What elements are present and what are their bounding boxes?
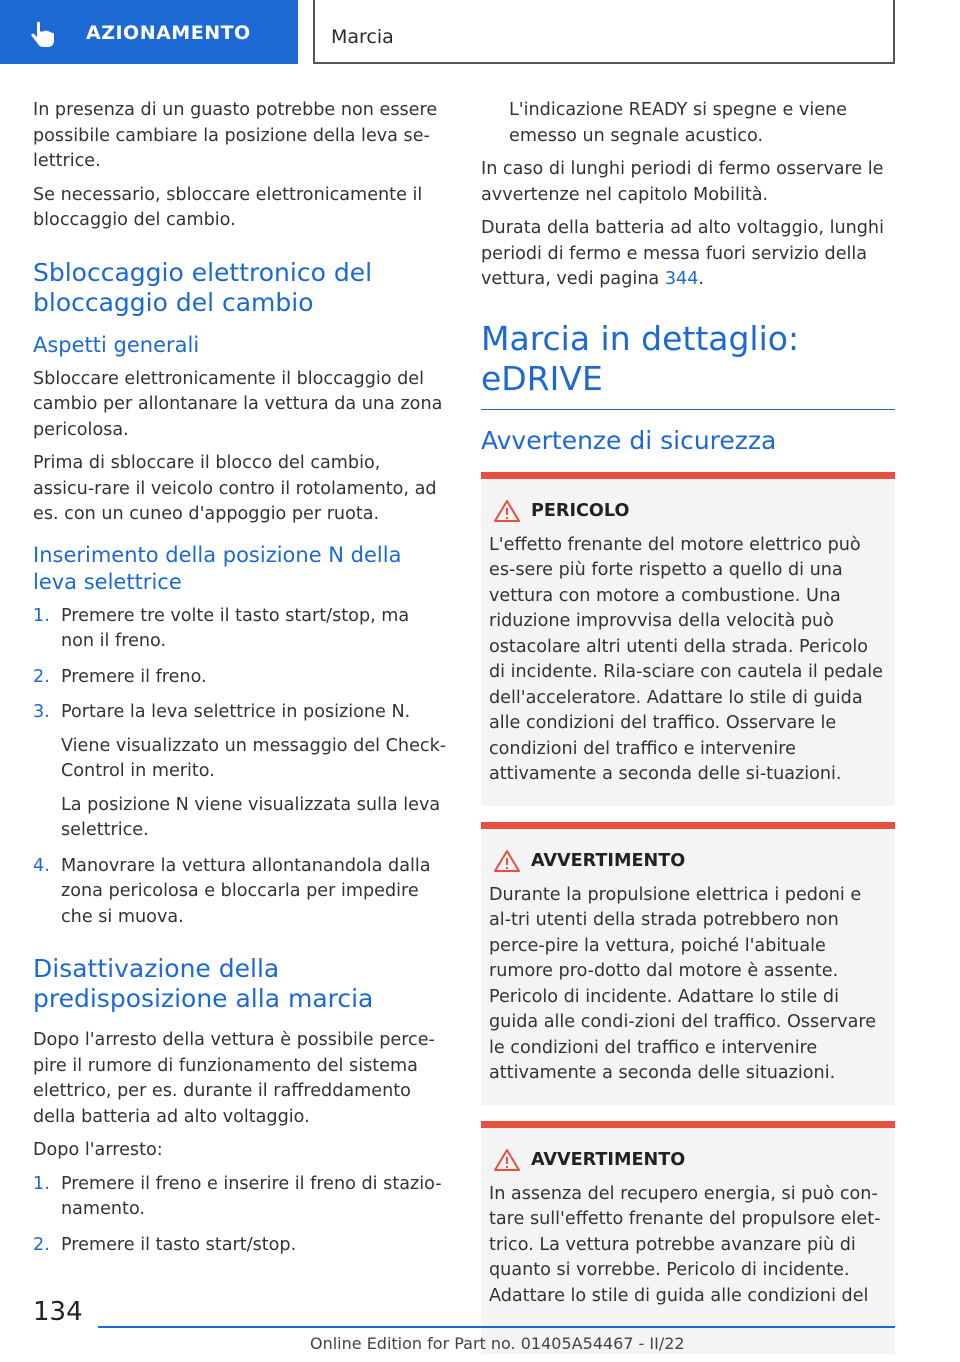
- warning-triangle-icon: [493, 1148, 521, 1172]
- hand-pointer-icon: [28, 20, 58, 50]
- list-item: [33, 1233, 447, 1259]
- heading-neutral: Inserimento della posizione N della leva selettrice: [33, 542, 402, 594]
- paragraph: Sbloccare elettronicamente il bloccaggio del cambio per allontanare la vettura da una zona pericolosa.: [33, 368, 443, 440]
- section-tab[interactable]: [0, 0, 298, 64]
- step-number: 1.: [33, 1173, 50, 1194]
- warning-title: PERICOLO: [531, 500, 630, 521]
- page-number: 134: [33, 1297, 83, 1327]
- step-text: Premere il tasto start/stop.: [61, 1234, 297, 1255]
- step-number: 4.: [33, 855, 50, 876]
- steps-neutral-list: [33, 604, 447, 931]
- footer-edition: Online Edition for Part no. 01405A54467 - II/22: [310, 1334, 685, 1353]
- list-item: [33, 665, 447, 691]
- paragraph: Dopo l'arresto della vettura è possibile perce-pire il rumore di funzionamento del sistema elettrico, per es. durante il raffreddamento della batteria ad alto voltaggio.: [33, 1030, 435, 1127]
- heading-safety: Avvertenze di sicurezza: [481, 425, 777, 455]
- heading-disable: Disattivazione della predisposizione alla marcia: [33, 954, 374, 1013]
- warning-box-caution: [481, 822, 895, 1105]
- warning-title: AVVERTIMENTO: [531, 1149, 686, 1170]
- step-number: 1.: [33, 605, 50, 626]
- chapter-header: [313, 0, 895, 64]
- warning-title: AVVERTIMENTO: [531, 850, 686, 871]
- step-text: Premere tre volte il tasto start/stop, ma non il freno.: [61, 605, 410, 651]
- page-link[interactable]: 344: [664, 269, 699, 289]
- paragraph: Prima di sbloccare il blocco del cambio, assicu-rare il veicolo contro il rotolamento, ad es. con un cuneo d'appoggio per ruota.: [33, 453, 437, 524]
- paragraph: In caso di lunghi periodi di fermo osservare le avvertenze nel capitolo Mobilità.: [481, 159, 884, 205]
- step-note: Viene visualizzato un messaggio del Check-Control in merito.: [61, 735, 447, 781]
- paragraph: In presenza di un guasto potrebbe non essere possibile cambiare la posizione della leva se-lettrice.: [33, 100, 438, 171]
- step-text: Premere il freno.: [61, 666, 207, 687]
- warning-triangle-icon: [493, 499, 521, 523]
- heading-unlock: Sbloccaggio elettronico del bloccaggio del cambio: [33, 257, 373, 317]
- list-item: [33, 1172, 447, 1223]
- paragraph-text: Durata della batteria ad alto voltaggio, lunghi periodi di fermo e messa fuori servizio della vettura, vedi pagina: [481, 218, 884, 289]
- chapter-title: Marcia: [331, 26, 394, 48]
- step-note: La posizione N viene visualizzata sulla leva selettrice.: [61, 794, 441, 840]
- warning-triangle-icon: [493, 849, 521, 873]
- warning-text: In assenza del recupero energia, si può con-tare sull'effetto frenante del propulsore elet-trico. La vettura potrebbe avanzare più di quanto si vorrebbe. Pericolo di incidente. Adattare lo stile di guida alle condizioni del: [489, 1183, 881, 1306]
- paragraph: Se necessario, sbloccare elettronicamente il bloccaggio del cambio.: [33, 184, 423, 230]
- paragraph: Dopo l'arresto:: [33, 1140, 163, 1160]
- step-number: 3.: [33, 702, 50, 722]
- left-column: [33, 98, 447, 1268]
- step-text: Premere il freno e inserire il freno di stazio-namento.: [61, 1173, 442, 1219]
- paragraph: [481, 216, 895, 293]
- heading-edrive: Marcia in dettaglio: eDRIVE: [481, 319, 895, 410]
- footer-divider: [98, 1326, 895, 1328]
- steps-stop-list: [33, 1172, 447, 1259]
- warning-box-caution-2: [481, 1121, 895, 1354]
- warning-text: L'effetto frenante del motore elettrico può es-sere più forte rispetto a quello di una vettura con motore a combustione. Una riduzione improvvisa della velocità può ostacolare altri utenti della strada. Pericolo di incidente. Rila-sciare con cautela il pedale dell'acceleratore. Adattare lo stile di guida alle condizioni del traffico. Osservare le condizioni del traffico e intervenire attivamente a seconda delle si-tuazioni.: [489, 534, 883, 784]
- warning-text: Durante la propulsione elettrica i pedoni e al-tri utenti della strada potrebbero non perce-pire la vettura, poiché l'abituale rumore pro-dotto dal motore è assente. Pericolo di incidente. Adattare lo stile di guida alle condi-zioni del traffico. Osservare le condizioni del traffico e intervenire attivamente a seconda delle situazioni.: [489, 884, 877, 1083]
- step-text: Portare la leva selettrice in posizione N.: [61, 702, 411, 722]
- step-text: Manovrare la vettura allontanandola dalla zona pericolosa e bloccarla per impedire che si muova.: [61, 855, 431, 927]
- section-tab-label: AZIONAMENTO: [86, 22, 251, 44]
- step-number: 2.: [33, 1234, 50, 1255]
- right-column: [481, 98, 895, 1362]
- step-number: 2.: [33, 666, 50, 687]
- list-item: [33, 854, 447, 931]
- paragraph-end: .: [698, 269, 704, 289]
- list-item: [33, 604, 447, 655]
- list-item: [33, 700, 447, 844]
- heading-general: Aspetti generali: [33, 332, 200, 357]
- step-continuation: L'indicazione READY si spegne e viene emesso un segnale acustico.: [509, 100, 848, 146]
- warning-box-danger: [481, 472, 895, 806]
